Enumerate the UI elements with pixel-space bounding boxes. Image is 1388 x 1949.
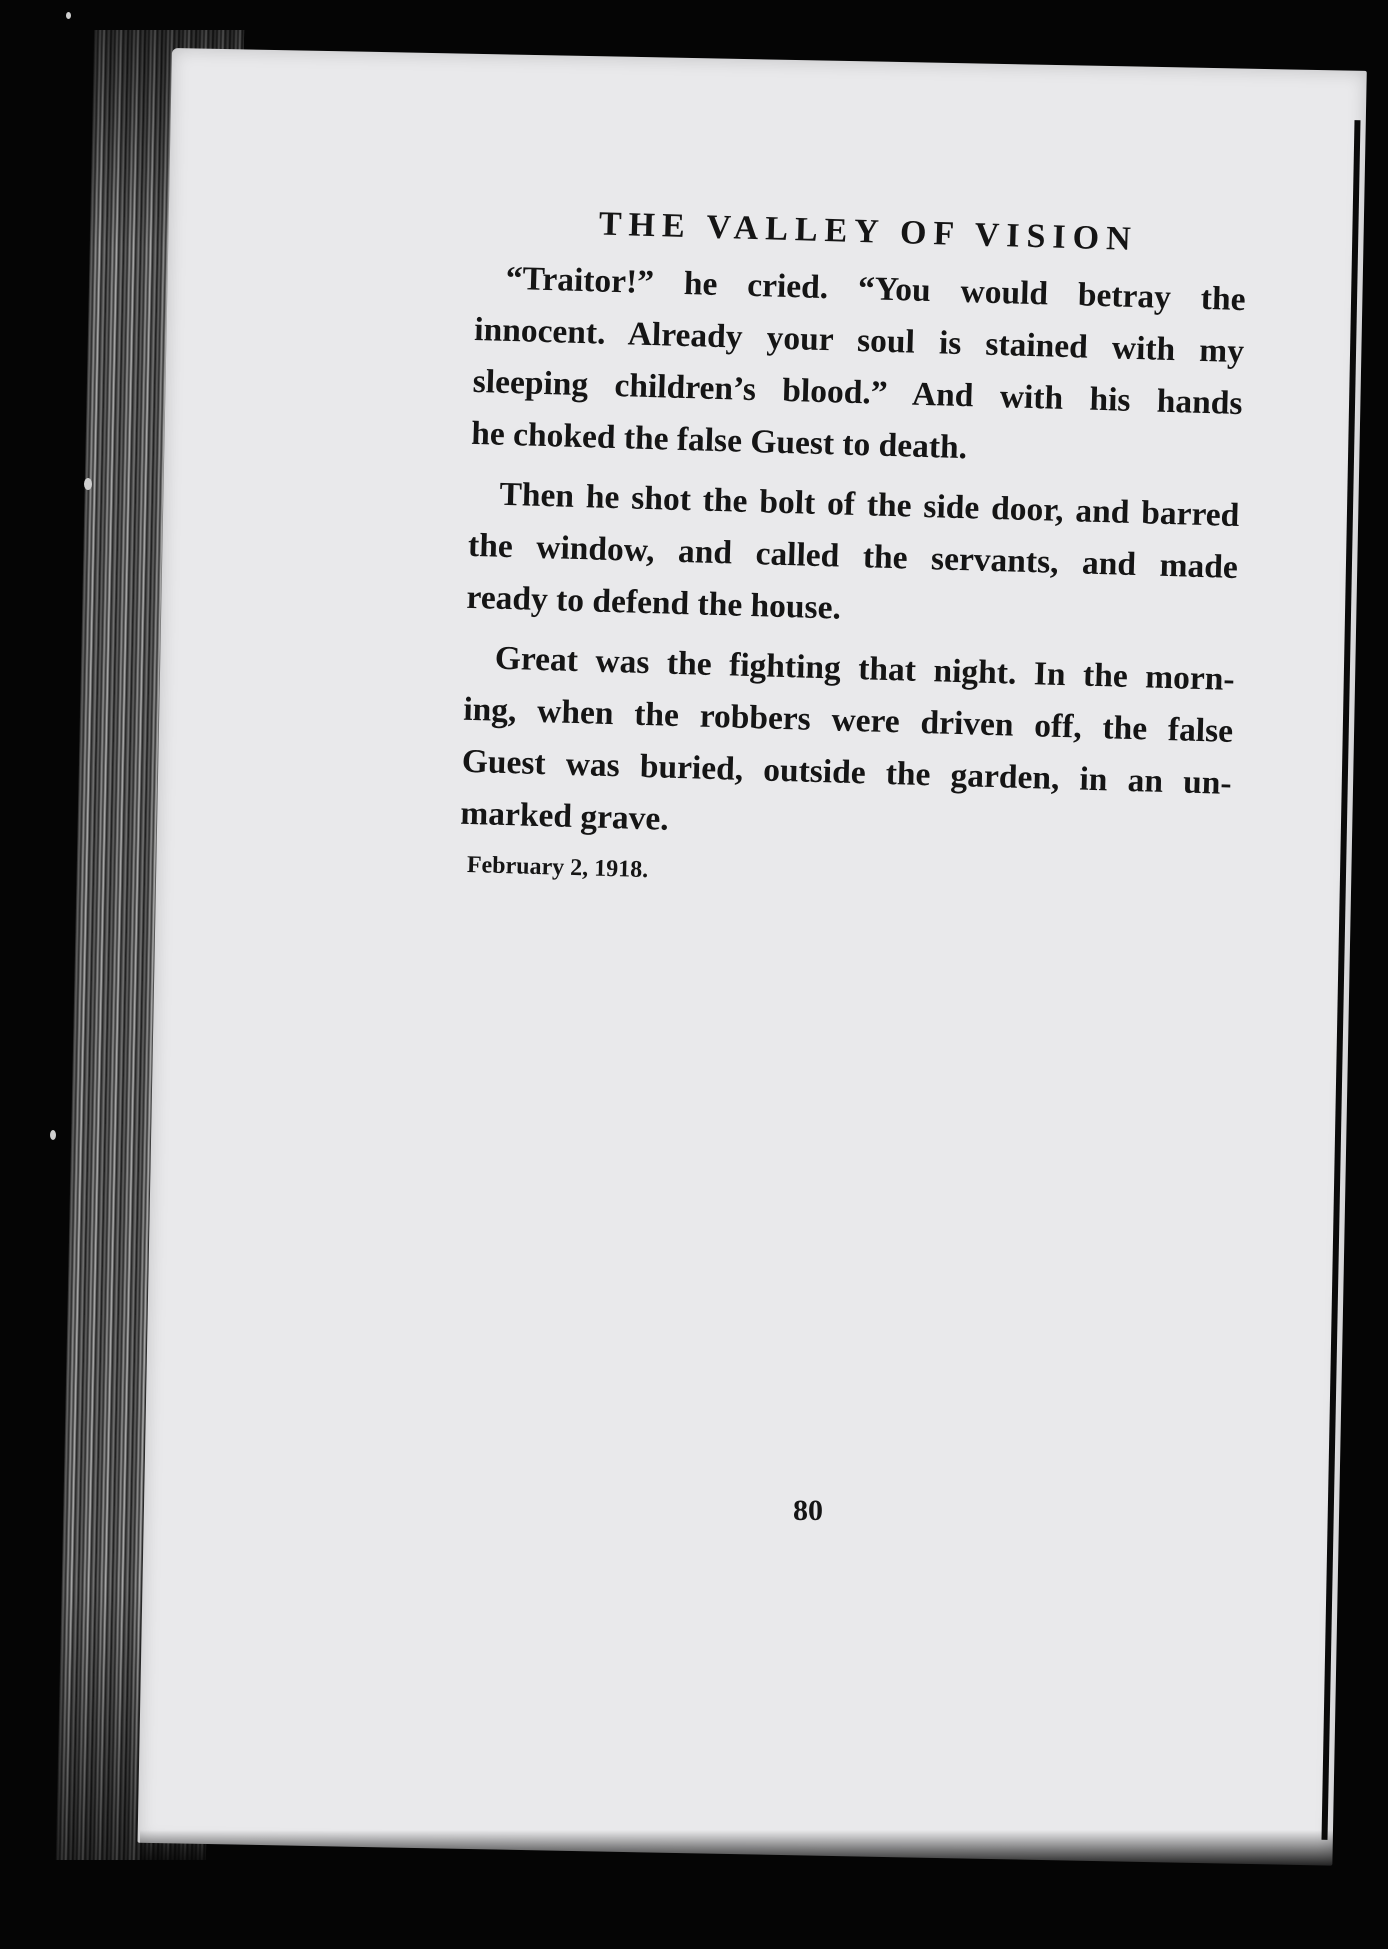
text-line: ing, when the robbers were driven off, the false [462, 690, 1234, 750]
scan-speck [84, 478, 92, 490]
text-line: the window, and called the servants, and made [467, 526, 1239, 587]
paragraph-3 [460, 632, 1236, 862]
text-line: he choked the false Guest to death. [470, 414, 968, 467]
text-line: ready to defend the house. [466, 578, 842, 627]
text-line: sleeping children’s blood.” And with his hands [472, 362, 1244, 423]
page-text [459, 202, 1248, 901]
text-line: innocent. Already your soul is stained with my [473, 310, 1245, 371]
text-line: Then he shot the bolt of the side door, and barred [499, 475, 1240, 535]
text-line: “Traitor!” he cried. “You would betray the [505, 259, 1247, 319]
text-line: Guest was buried, outside the garden, in an un- [461, 742, 1233, 802]
paragraph-1 [471, 252, 1247, 482]
bottom-shadow [140, 1830, 1388, 1949]
dateline: February 2, 1918. [466, 851, 649, 884]
text-line: marked grave. [459, 794, 670, 838]
running-head: THE VALLEY OF VISION [598, 205, 1139, 259]
scan-speck [50, 1130, 56, 1140]
text-line: Great was the fighting that night. In the morn- [494, 639, 1236, 698]
scan-speck [66, 12, 71, 19]
paragraph-2 [466, 468, 1240, 646]
page-number: 80 [793, 1494, 823, 1527]
